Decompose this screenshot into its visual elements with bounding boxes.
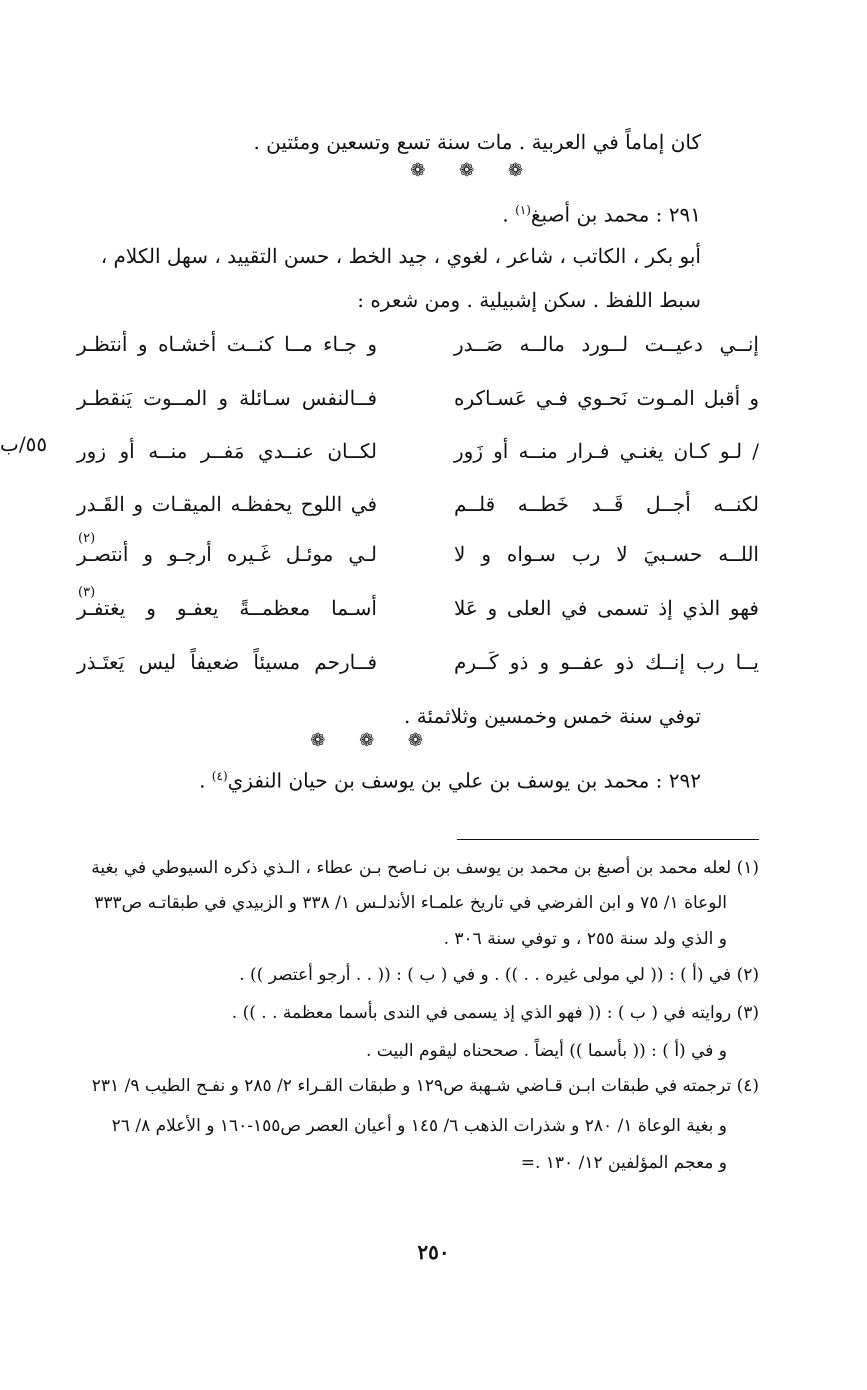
entry-heading — [502, 196, 701, 229]
footnote-line: و بغية الوعاة ١/ ٢٨٠ و شذرات الذهب ٦/ ١٤٥ و أعيان العصر ص١٥٥-١٦٠ و الأعلام ٨/ ٢٦ — [111, 1116, 727, 1136]
footnote-line: الوعاة ١/ ٧٥ و ابن الفرضي في تاريخ علمـاء الأندلـس ١/ ٣٣٨ و الزبيدي في طبقاتـه ص٣٣٣ — [94, 893, 727, 913]
verse-left-hemistich: فــارحم مسيئاً ضعيفاً ليس يَعتَـذر — [77, 650, 377, 674]
page-number: ٢٥٠ — [417, 1240, 450, 1264]
footnote-line: (٣) روايته في ( ب ) : (( فهو الذي إذ يسمى في الندى بأسما معظمة . . )) . — [231, 1003, 759, 1023]
verse-left-hemistich: لـي موئـل غَـيره أرجـو و أنتصـر — [77, 542, 377, 566]
footnote-ref: (٢) — [78, 531, 96, 546]
verse-right-hemistich: اللــه حسـبيَ لا رب سـواه و لا — [454, 542, 759, 566]
verse-right-hemistich: إنــي دعيــت لــورد مالــه صَــدر — [454, 332, 759, 356]
entry-heading-end: . — [502, 202, 509, 227]
verse-right-hemistich: / لـو كـان يغنـي فـرار منــه أو زَور — [454, 439, 759, 463]
footnote-line: (١) لعله محمد بن أصبغ بن محمد بن يوسف بن نـاصح بـن عطاء ، الـذي ذكره السيوطي في بغية — [91, 858, 759, 878]
verse-right-hemistich: فهو الذي إذ تسمى في العلى و عَلا — [454, 596, 759, 620]
verse-left-hemistich: في اللوح يحفظـه الميقـات و القَـدر — [77, 492, 377, 516]
verse-left-hemistich: فــالنفس سـائلة و المــوت يَنقطـر — [77, 386, 377, 410]
bio-line: أبو بكر ، الكاتب ، شاعر ، لغوي ، جيد الخط ، حسن التقييد ، سهل الكلام ، — [100, 244, 701, 268]
section-ornament: ❁ ❁ ❁ — [410, 160, 537, 181]
death-line: توفي سنة خمس وخمسين وثلاثمئة . — [404, 704, 701, 728]
verse-left-hemistich: و جـاء مــا كنــت أخشـاه و أنتظـر — [77, 332, 377, 356]
bio-line: سبط اللفظ . سكن إشبيلية . ومن شعره : — [357, 288, 701, 312]
verse-left-hemistich: لكــان عنــدي مَفــر منــه أو زور — [77, 439, 377, 463]
section-ornament: ❁ ❁ ❁ — [310, 730, 437, 751]
manuscript-folio-marker: ٥٥/ب — [0, 432, 48, 456]
footnote-line: و في (أ ) : (( بأسما )) أيضاً . صححناه ليقوم البيت . — [365, 1041, 727, 1061]
footnote-line: (٤) ترجمته في طبقات ابـن قـاضي شـهبة ص١٢٩ و طبقات القـراء ٢/ ٢٨٥ و نفـح الطيب ٩/ ٢٣١ — [91, 1076, 759, 1096]
verse-right-hemistich: و أقبل المـوت نَحـوي فـي عَسـاكره — [454, 386, 759, 410]
verse-right-hemistich: لكنــه أجــل قَــد خَطــه قلــم — [454, 492, 759, 516]
footnote-line: و الذي ولد سنة ٢٥٥ ، و توفي سنة ٣٠٦ . — [443, 929, 727, 949]
footnote-ref: (١) — [515, 203, 531, 217]
verse-right-hemistich: يــا رب إنــك ذو عفــو و ذو كَــرم — [454, 650, 759, 674]
footnote-ref: (٣) — [78, 585, 96, 600]
footnote-line: (٢) في (أ ) : (( لي مولى غيره . . )) . و في ( ب ) : (( . . أرجو أعتصر )) . — [239, 965, 759, 985]
entry-heading-text: ٢٩٢ : محمد بن يوسف بن علي بن يوسف بن حيان النفزي — [227, 768, 701, 793]
intro-line: كان إماماً في العربية . مات سنة تسع وتسعين ومئتين . — [253, 130, 701, 154]
entry-heading-text: ٢٩١ : محمد بن أصبغ — [530, 202, 701, 227]
footnote-separator — [457, 839, 759, 840]
footnote-ref: (٤) — [211, 769, 228, 783]
verse-left-hemistich: أسـما معظمــةً يعفـو و يغتفـر — [77, 596, 377, 620]
entry-heading — [199, 762, 701, 795]
footnote-line: و معجم المؤلفين ١٢/ ١٣٠ .= — [520, 1153, 727, 1173]
entry-heading-end: . — [199, 768, 206, 793]
